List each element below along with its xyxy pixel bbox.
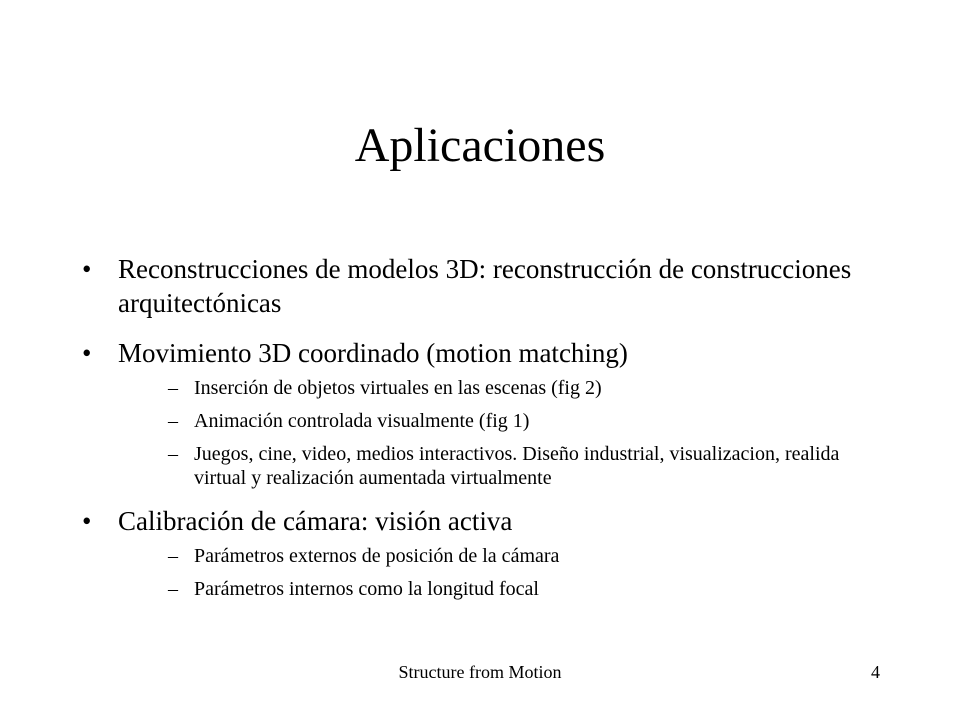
sub-bullet-item: [118, 409, 892, 433]
sub-bullet-list: [118, 376, 892, 490]
sub-bullet-marker: –: [168, 410, 178, 432]
sub-bullet-item: [118, 544, 892, 568]
bullet-list: [82, 252, 892, 610]
sub-bullet-text: Animación controlada visualmente (fig 1): [194, 410, 530, 432]
bullet-marker: •: [82, 338, 92, 368]
bullet-item: [82, 504, 892, 601]
slide-footer: Structure from Motion: [398, 662, 562, 682]
sub-bullet-text: Inserción de objetos virtuales en las escenas (fig 2): [194, 377, 602, 399]
page-number: 4: [871, 662, 880, 682]
sub-bullet-item: [118, 577, 892, 601]
bullet-marker: •: [82, 506, 92, 536]
bullet-text: Reconstrucciones de modelos 3D: reconstrucción de construcciones arquitectónicas: [118, 254, 852, 318]
sub-bullet-marker: –: [168, 443, 178, 465]
slide-title: Aplicaciones: [354, 119, 606, 172]
sub-bullet-item: [118, 376, 892, 400]
sub-bullet-item: [118, 442, 892, 490]
sub-bullet-marker: –: [168, 377, 178, 399]
sub-bullet-list: [118, 544, 892, 601]
sub-bullet-text: Juegos, cine, video, medios interactivos. Diseño industrial, visualizacion, realida virtual y realización aumentada virtualmente: [194, 443, 840, 489]
bullet-text: Calibración de cámara: visión activa: [118, 506, 513, 536]
bullet-item: [82, 336, 892, 490]
bullet-marker: •: [82, 254, 92, 284]
sub-bullet-text: Parámetros internos como la longitud focal: [194, 578, 539, 600]
sub-bullet-marker: –: [168, 578, 178, 600]
bullet-text: Movimiento 3D coordinado (motion matching): [118, 338, 628, 368]
sub-bullet-text: Parámetros externos de posición de la cámara: [194, 545, 560, 567]
bullet-item: [82, 252, 892, 320]
sub-bullet-marker: –: [168, 545, 178, 567]
